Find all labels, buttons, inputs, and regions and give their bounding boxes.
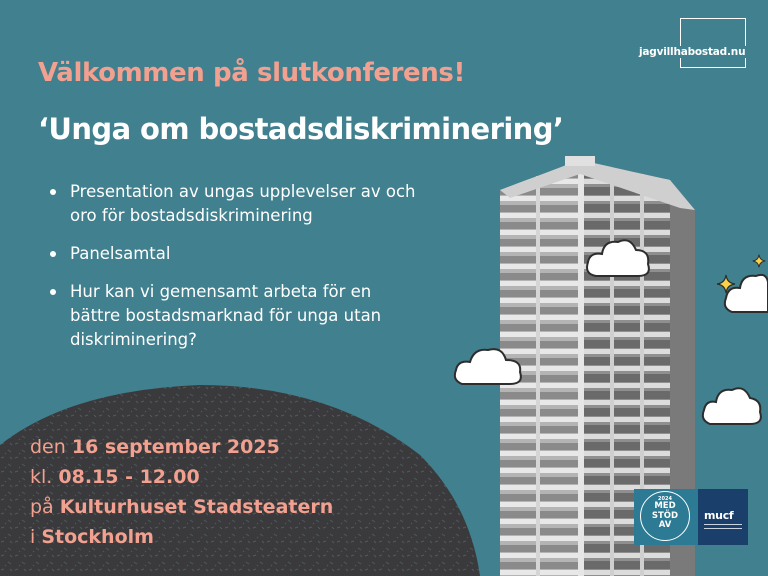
sparkle-icon	[752, 254, 766, 268]
cloud-icon	[584, 232, 654, 284]
med-stod-av-badge	[634, 489, 698, 545]
agenda-item	[48, 280, 488, 352]
bullet-dot-icon	[50, 251, 56, 257]
event-date-prefix: den	[30, 436, 72, 458]
page-headline: Välkommen på slutkonferens!	[38, 58, 465, 88]
badge-circle	[640, 491, 690, 541]
brand-logo-text[interactable]: jagvillhabostad.nu	[639, 46, 746, 58]
event-venue: Kulturhuset Stadsteatern	[59, 496, 334, 518]
event-city-prefix: i	[30, 526, 42, 548]
mucf-logo-text: mucf	[704, 509, 734, 522]
agenda-item-line: bättre bostadsmarknad för unga utan	[70, 306, 382, 325]
event-city-line	[30, 522, 333, 552]
agenda-item-line: Hur kan vi gemensamt arbeta för en	[70, 282, 372, 301]
agenda-list	[48, 180, 488, 366]
event-venue-prefix: på	[30, 496, 60, 518]
badge-line: AV	[658, 520, 672, 530]
event-date-line	[30, 432, 333, 462]
mucf-tagline-lines	[704, 524, 742, 529]
agenda-item-line: oro för bostadsdiskriminering	[70, 206, 313, 225]
agenda-item	[48, 242, 488, 266]
event-time: 08.15 - 12.00	[58, 466, 200, 488]
badge-line: MED	[654, 501, 676, 511]
mucf-logo	[698, 489, 748, 545]
bullet-dot-icon	[50, 289, 56, 295]
cloud-icon	[700, 378, 764, 432]
event-time-prefix: kl.	[30, 466, 59, 488]
logo-frame	[680, 18, 746, 68]
event-date: 16 september 2025	[71, 436, 280, 458]
badge-year: 2024	[658, 496, 672, 502]
sparkle-icon	[716, 274, 736, 294]
agenda-item-line: Presentation av ungas upplevelser av och	[70, 182, 416, 201]
event-venue-line	[30, 492, 333, 522]
agenda-item-line: diskriminering?	[70, 330, 197, 349]
bullet-dot-icon	[50, 189, 56, 195]
agenda-item-line: Panelsamtal	[70, 244, 171, 263]
event-details	[30, 432, 333, 552]
event-time-line	[30, 462, 333, 492]
badge-line: STÖD	[651, 510, 679, 521]
event-city: Stockholm	[41, 526, 154, 548]
agenda-item	[48, 180, 488, 228]
cloud-icon	[452, 342, 526, 390]
page-subheadline: ‘Unga om bostadsdiskriminering’	[38, 112, 564, 146]
